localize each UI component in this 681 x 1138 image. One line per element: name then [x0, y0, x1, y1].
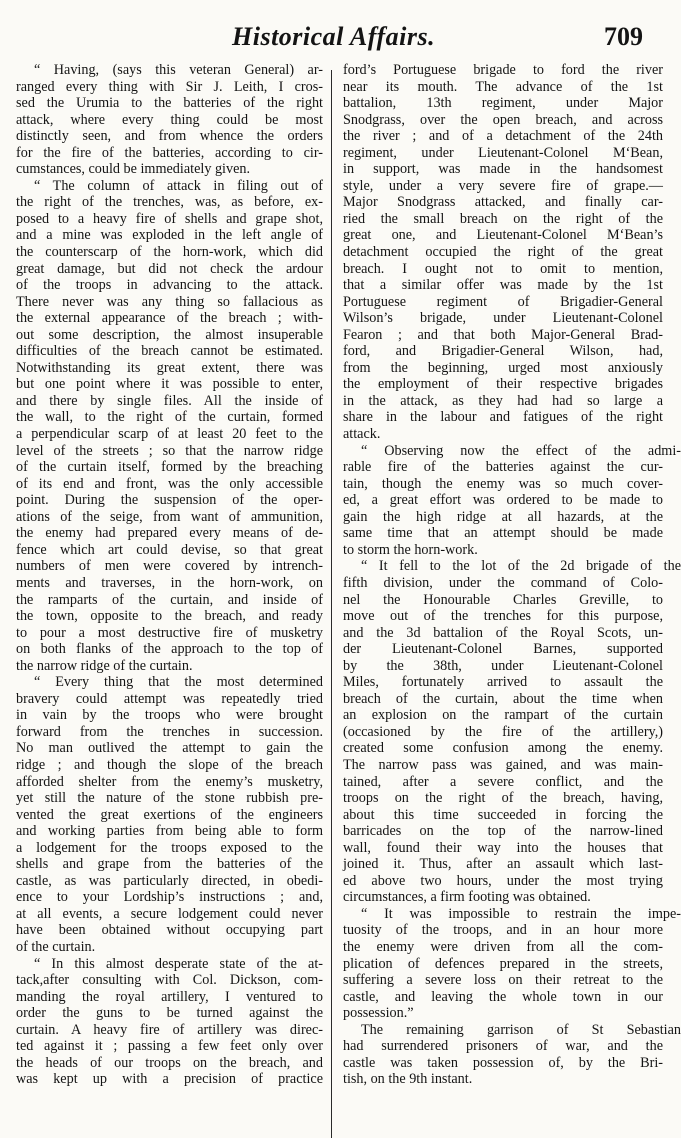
page-header	[0, 0, 643, 62]
text-line: plication of defences prepared in the streets,	[343, 955, 663, 972]
text-line: great one, and Lieutenant-Colonel M‘Bean’s	[343, 227, 663, 244]
text-line: about this time succeeded in forcing the	[343, 806, 663, 823]
text-line: ments and traverses, in the horn-work, on	[16, 574, 323, 591]
text-line: nel the Honourable Charles Greville, to	[343, 591, 663, 608]
running-title: Historical Affairs.	[232, 22, 436, 51]
text-line: the narrow ridge of the curtain.	[16, 657, 193, 674]
text-line: a perpendicular scarp of at least 20 feet to the	[16, 426, 323, 443]
column-divider	[331, 70, 332, 1138]
text-line: distinctly seen, and from whence the orders	[16, 128, 323, 145]
left-column	[16, 62, 323, 1138]
text-line: yet still the nature of the stone rubbish pre-	[16, 790, 323, 807]
text-line: The remaining garrison of St Sebastian	[361, 1021, 681, 1038]
text-line: tuosity of the troops, and in an hour more	[343, 922, 663, 939]
text-line: Fearon ; and that both Major-General Brad-	[343, 326, 663, 343]
text-line: for the fire of the batteries, according to cir-	[16, 144, 323, 161]
text-line: from the beginning, urged most anxiously	[343, 359, 663, 376]
text-line: No man outlived the attempt to gain the	[16, 740, 323, 757]
text-line: (occasioned by the fire of the artillery,)	[343, 723, 663, 740]
text-line: created some confusion among the enemy.	[343, 740, 663, 757]
text-line: of its end and front, was the only accessible	[16, 475, 323, 492]
text-line: out some description, the almost insuperable	[16, 326, 323, 343]
text-line: “ Every thing that the most determined	[34, 674, 323, 691]
text-line: castle was taken possession of, by the Bri-	[343, 1054, 663, 1071]
text-line: point. During the suspension of the oper-	[16, 492, 323, 509]
text-line: the external appearance of the breach ; with-	[16, 310, 323, 327]
text-line: and a mine was exploded in the left angle of	[16, 227, 323, 244]
text-line: move out of the trenches for this purpose,	[343, 608, 663, 625]
text-line: “ The column of attack in filing out of	[34, 177, 323, 194]
text-line: Miles, fortunately arrived to assault the	[343, 674, 663, 691]
text-line: ence to your Lordship’s instructions ; and,	[16, 889, 323, 906]
text-line: possession.”	[343, 1005, 414, 1022]
text-line: The narrow pass was gained, and was main-	[343, 756, 663, 773]
text-line: of the curtain.	[16, 938, 96, 955]
text-line: and working parties from being able to form	[16, 823, 323, 840]
text-line: cumstances, could be immediately given.	[16, 161, 251, 178]
text-line: ranged every thing with Sir J. Leith, I cros-	[16, 78, 323, 95]
text-line: the town, opposite to the breach, and ready	[16, 608, 323, 625]
text-line: ford, and Brigadier-General Wilson, had,	[343, 343, 663, 360]
text-line: difficulties of the breach cannot be estimated.	[16, 343, 323, 360]
text-line: sed the Urumia to the batteries of the right	[16, 95, 323, 112]
text-line: forward from the trenches in succession.	[16, 723, 323, 740]
text-line: manding the royal artillery, I ventured to	[16, 988, 323, 1005]
text-line: in the attack, as they had had so large a	[343, 392, 663, 409]
text-line: gain the high ridge at all hazards, at the	[343, 508, 663, 525]
text-line: Snodgrass, over the open breach, and across	[343, 111, 663, 128]
text-line: afforded shelter from the enemy’s musketry,	[16, 773, 323, 790]
text-line: breach of the curtain, about the time when	[343, 690, 663, 707]
text-line: of the troops in advancing to the attack.	[16, 277, 323, 294]
text-line: the employment of their respective brigades	[343, 376, 663, 393]
text-line: the enemy were driven from all the com-	[343, 938, 663, 955]
text-line: but one point where it was possible to enter,	[16, 376, 323, 393]
text-line: Portuguese regiment of Brigadier-General	[343, 293, 663, 310]
text-line: order the guns to be turned against the	[16, 1005, 323, 1022]
text-line: ed above two hours, under the most trying	[343, 872, 663, 889]
text-line: attack.	[343, 426, 381, 443]
text-line: detachment occupied the right of the great	[343, 244, 663, 261]
text-line: the right of the trenches, was, as before, ex-	[16, 194, 323, 211]
text-line: in support, was made in the handsomest	[343, 161, 663, 178]
text-line: shells and grape from the batteries of the	[16, 856, 323, 873]
text-line: and there by single files. All the inside of	[16, 392, 323, 409]
text-line: curtain. A heavy fire of artillery was direc-	[16, 1021, 323, 1038]
text-line: the counterscarp of the horn-work, which did	[16, 244, 323, 261]
text-line: suffering a severe loss on their retreat to the	[343, 972, 663, 989]
text-line: have been obtained without occupying part	[16, 922, 323, 939]
text-line: near its mouth. The advance of the 1st	[343, 78, 663, 95]
text-line: and the 3d battalion of the Royal Scots, un-	[343, 624, 663, 641]
text-line: tish, on the 9th instant.	[343, 1071, 473, 1088]
text-line: the enemy had prepared every means of de-	[16, 525, 323, 542]
text-line: a lodgement for the troops exposed to the	[16, 839, 323, 856]
text-line: by the 38th, under Lieutenant-Colonel	[343, 657, 663, 674]
text-line: tack,after consulting with Col. Dickson, com-	[16, 972, 323, 989]
text-line: ted against it ; passing a few feet only over	[16, 1038, 323, 1055]
text-line: ford’s Portuguese brigade to ford the river	[343, 62, 663, 78]
text-line: Major Snodgrass attacked, and finally car-	[343, 194, 663, 211]
text-line: an explosion on the rampart of the curtain	[343, 707, 663, 724]
text-line: at all events, a secure lodgement could never	[16, 905, 323, 922]
text-line: had surrendered prisoners of war, and the	[343, 1038, 663, 1055]
text-line: fence which art could devise, so that great	[16, 541, 323, 558]
text-line: Wilson’s brigade, under Lieutenant-Colonel	[343, 310, 663, 327]
text-line: “ In this almost desperate state of the at-	[34, 955, 323, 972]
text-line: the wall, to the right of the curtain, formed	[16, 409, 323, 426]
text-line: of the curtain itself, formed by the breaching	[16, 459, 323, 476]
text-line: “ Having, (says this veteran General) ar-	[34, 62, 323, 78]
text-line: troops on the right of the breach, having,	[343, 790, 663, 807]
text-line: ations of the seige, from want of ammunition,	[16, 508, 323, 525]
text-line: “ It fell to the lot of the 2d brigade of the	[361, 558, 681, 575]
page-number: 709	[604, 22, 643, 51]
text-line: same time that an attempt should be made	[343, 525, 663, 542]
text-line: tain, though the enemy was so much cover-	[343, 475, 663, 492]
text-line: ried the small breach on the right of the	[343, 210, 663, 227]
text-line: that a similar offer was made by the 1st	[343, 277, 663, 294]
text-line: circumstances, a firm footing was obtained.	[343, 889, 591, 906]
text-line: ridge ; and though the slope of the breach	[16, 756, 323, 773]
text-line: castle, and leaving the whole town in our	[343, 988, 663, 1005]
text-line: regiment, under Lieutenant-Colonel M‘Bean,	[343, 144, 663, 161]
text-line: wall, found their way into the houses that	[343, 839, 663, 856]
text-line: battalion, 13th regiment, under Major	[343, 95, 663, 112]
text-line: tained, after a severe conflict, and the	[343, 773, 663, 790]
text-line: der Lieutenant-Colonel Barnes, supported	[343, 641, 663, 658]
text-line: numbers of men were covered by intrench-	[16, 558, 323, 575]
text-line: breach. I ought not to omit to mention,	[343, 260, 663, 277]
text-line: posed to a heavy fire of shells and grape shot,	[16, 210, 323, 227]
text-line: the heads of our troops on the breach, and	[16, 1054, 323, 1071]
text-line: vented the great exertions of the engineers	[16, 806, 323, 823]
text-line: bravery could attempt was repeatedly tried	[16, 690, 323, 707]
text-line: “ Observing now the effect of the admi-	[361, 442, 681, 459]
text-line: the river ; and of a detachment of the 24th	[343, 128, 663, 145]
text-line: Notwithstanding its great extent, there was	[16, 359, 323, 376]
text-line: barricades on the top of the narrow-lined	[343, 823, 663, 840]
text-line: attack, where every thing could be most	[16, 111, 323, 128]
text-line: the ramparts of the curtain, and inside of	[16, 591, 323, 608]
text-line: rable fire of the batteries against the cur-	[343, 459, 663, 476]
text-line: in vain by the troops who were brought	[16, 707, 323, 724]
text-line: castle, as was particularly directed, in obedi-	[16, 872, 323, 889]
text-line: style, under a very severe fire of grape.—	[343, 177, 663, 194]
text-line: to pour a most destructive fire of musketry	[16, 624, 323, 641]
text-line: ed, a great effort was ordered to be made to	[343, 492, 663, 509]
text-line: joined it. Thus, after an assault which last-	[343, 856, 663, 873]
text-line: level of the streets ; so that the narrow ridge	[16, 442, 323, 459]
text-line: fifth division, under the command of Colo-	[343, 574, 663, 591]
text-line: to storm the horn-work.	[343, 541, 478, 558]
text-line: on both flanks of the approach to the top of	[16, 641, 323, 658]
right-column	[343, 62, 681, 1138]
text-line: There never was any thing so fallacious as	[16, 293, 323, 310]
text-line: was kept up with a precision of practice	[16, 1071, 323, 1088]
text-line: great damage, but did not check the ardour	[16, 260, 323, 277]
text-line: share in the labour and fatigues of the right	[343, 409, 663, 426]
text-line: “ It was impossible to restrain the impe-	[361, 905, 681, 922]
